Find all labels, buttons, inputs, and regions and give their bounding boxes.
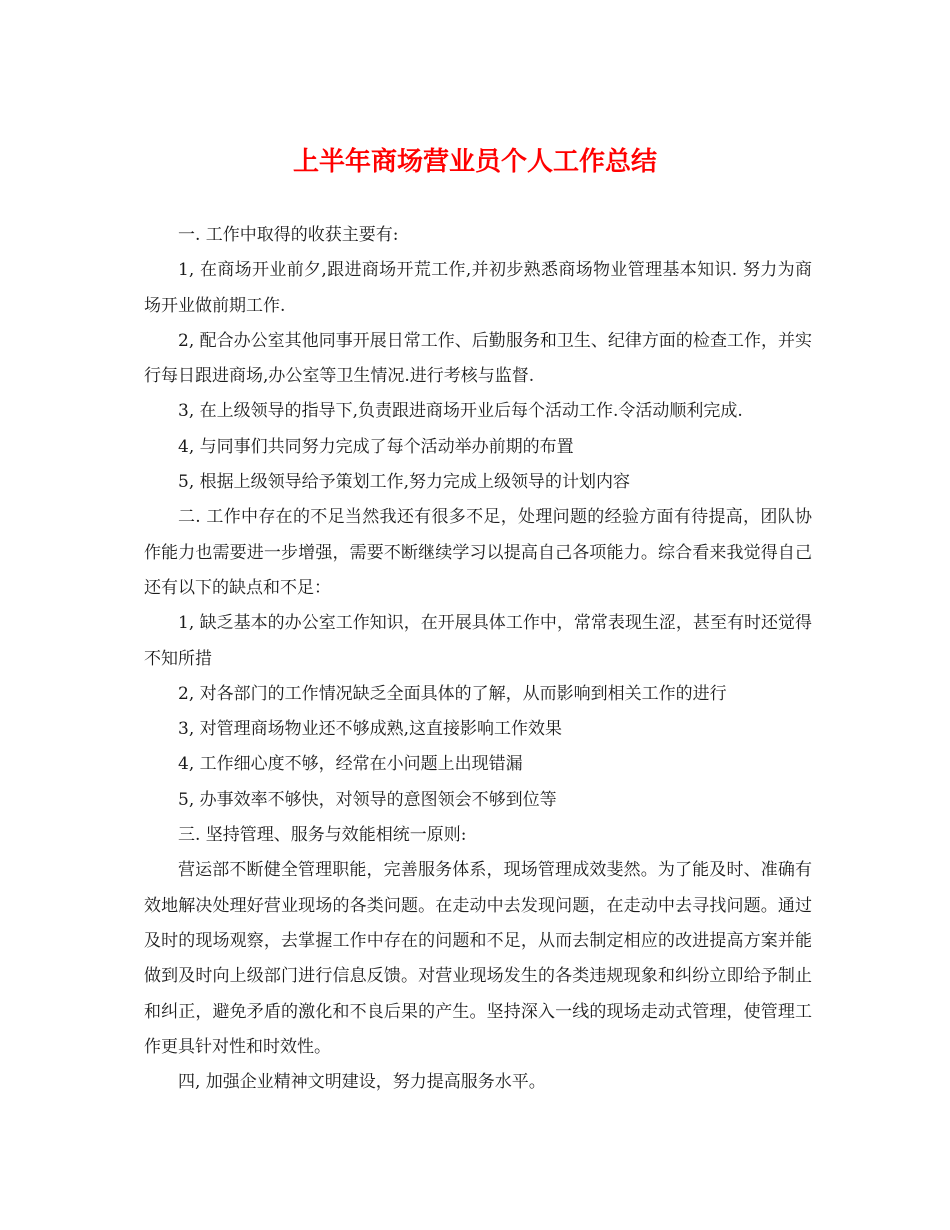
list-item: 1, 缺乏基本的办公室工作知识，在开展具体工作中，常常表现生涩，甚至有时还觉得不知所措 [144, 613, 812, 669]
list-item: 5, 根据上级领导给予策划工作,努力完成上级领导的计划内容 [178, 472, 631, 493]
list-item: 3, 对管理商场物业还不够成熟,这直接影响工作效果 [178, 719, 563, 740]
document-body [144, 218, 812, 1100]
section-heading-management: 三. 坚持管理、服务与效能相统一原则: [178, 825, 467, 846]
document-title: 上半年商场营业员个人工作总结 [292, 147, 657, 177]
section-heading-culture: 四, 加强企业精神文明建设，努力提高服务水平。 [178, 1072, 546, 1093]
list-item: 1, 在商场开业前夕,跟进商场开荒工作,并初步熟悉商场物业管理基本知识. 努力为商场开业做前期工作. [144, 260, 812, 316]
section-heading-gains: 一. 工作中取得的收获主要有: [178, 225, 399, 245]
list-item: 2, 配合办公室其他同事开展日常工作、后勤服务和卫生、纪律方面的检查工作，并实行每日跟进商场,办公室等卫生情况.进行考核与监督. [144, 330, 812, 387]
list-item: 3, 在上级领导的指导下,负责跟进商场开业后每个活动工作.令活动顺利完成. [178, 401, 743, 422]
list-item: 2, 对各部门的工作情况缺乏全面具体的了解，从而影响到相关工作的进行 [178, 683, 727, 704]
list-item: 5, 办事效率不够快，对领导的意图领会不够到位等 [178, 789, 557, 810]
list-item: 4, 工作细心度不够，经常在小问题上出现错漏 [178, 754, 523, 775]
list-item: 4, 与同事们共同努力完成了每个活动举办前期的布置 [178, 436, 574, 457]
body-paragraph: 营运部不断健全管理职能，完善服务体系，现场管理成效斐然。为了能及时、准确有效地解决处理好营业现场的各类问题。在走动中去发现问题，在走动中去寻找问题。通过及时的现场观察，去掌握工作中存在的问题和不足，从而去制定相应的改进提高方案并能做到及时向上级部门进行信息反馈。对营业现场发生的各类违规现象和纠纷立即给予制止和纠正，避免矛盾的激化和不良后果的产生。坚持深入一线的现场走动式管理，使管理工作更具针对性和时效性。 [144, 860, 812, 1057]
section-heading-shortcomings: 二. 工作中存在的不足当然我还有很多不足，处理问题的经验方面有待提高，团队协作能力也需要进一步增强，需要不断继续学习以提高自己各项能力。综合看来我觉得自己还有以下的缺点和不足： [144, 507, 812, 598]
